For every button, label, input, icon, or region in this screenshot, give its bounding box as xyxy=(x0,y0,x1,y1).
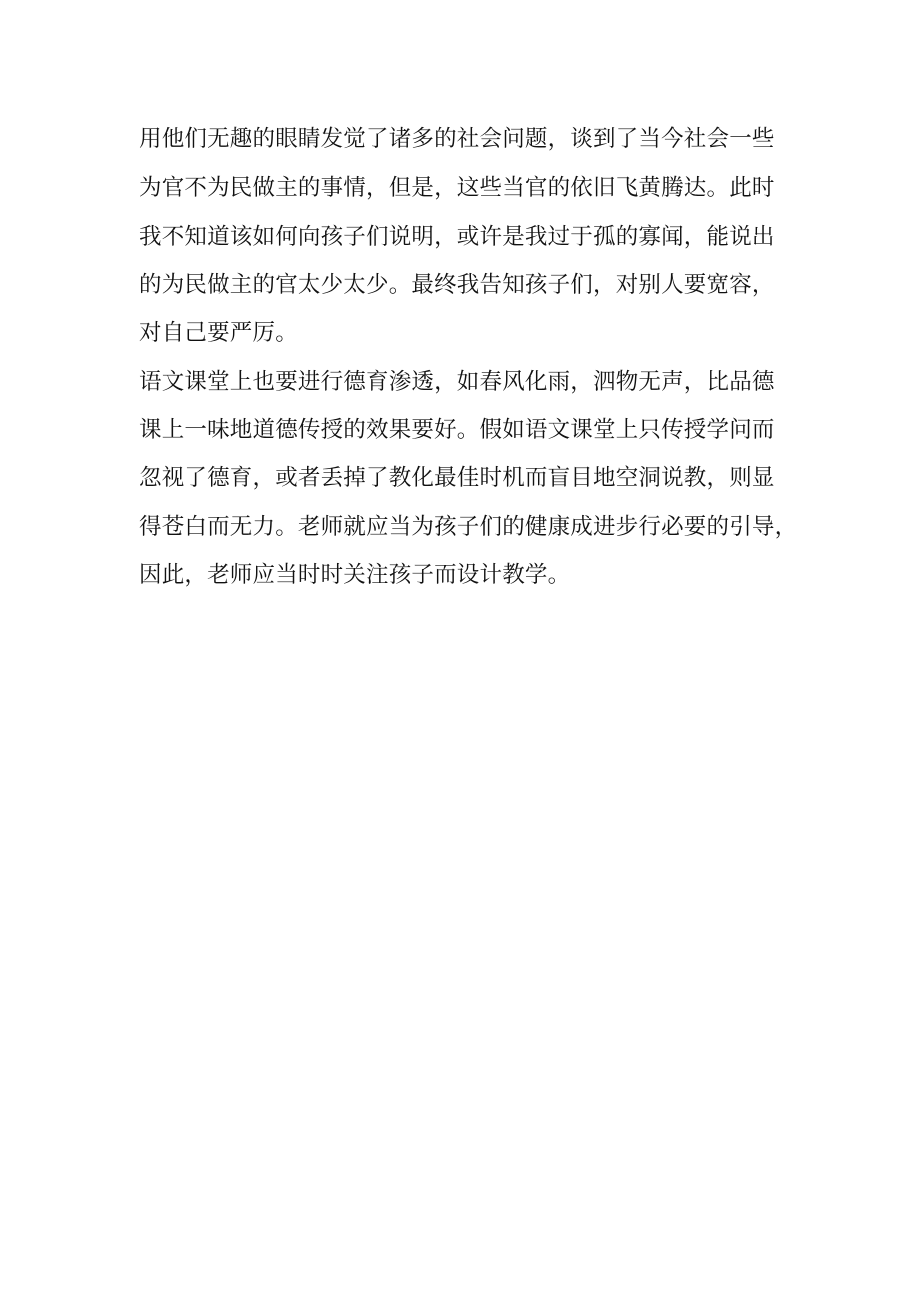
text-line: 因此，老师应当时时关注孩子而设计教学。 xyxy=(139,562,571,588)
text-line: 课上一味地道德传授的效果要好。假如语文课堂上只传授学问而 xyxy=(139,417,775,443)
text-line: 忽视了德育，或者丢掉了教化最佳时机而盲目地空洞说教，则显 xyxy=(139,465,775,491)
text-line: 得苍白而无力。老师就应当为孩子们的健康成进步行必要的引导， xyxy=(139,514,798,540)
text-line: 语文课堂上也要进行德育渗透，如春风化雨，泗物无声，比品德 xyxy=(139,369,775,395)
text-line: 用他们无趣的眼睛发觉了诸多的社会问题，谈到了当今社会一些 xyxy=(139,126,775,152)
text-line: 的为民做主的官太少太少。最终我告知孩子们，对别人要宽容， xyxy=(139,272,775,298)
text-line: 为官不为民做主的事情，但是，这些当官的依旧飞黄腾达。此时 xyxy=(139,175,775,201)
text-line: 对自己要严厉。 xyxy=(139,320,298,346)
text-line: 我不知道该如何向孩子们说明，或许是我过于孤的寡闻，能说出 xyxy=(139,224,775,250)
